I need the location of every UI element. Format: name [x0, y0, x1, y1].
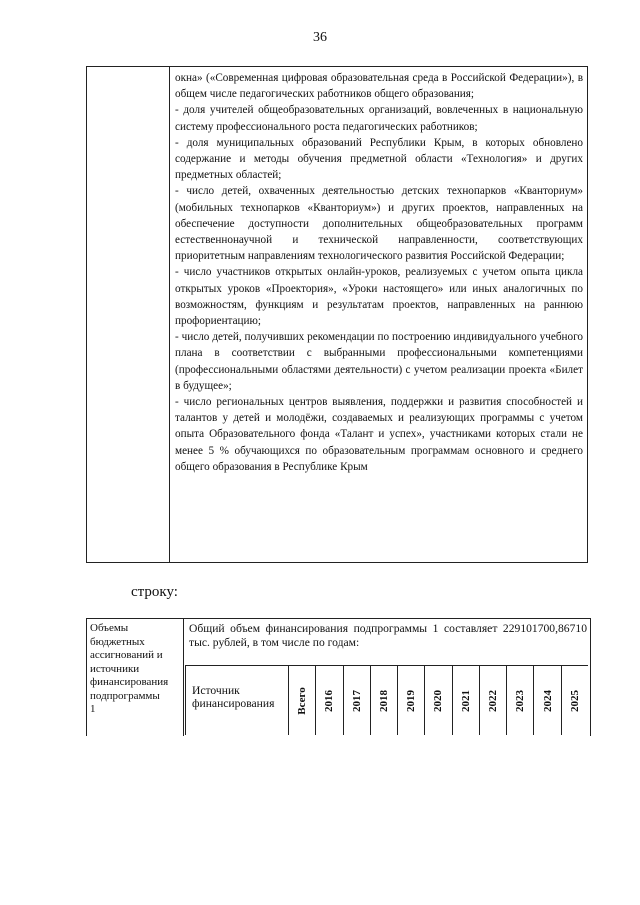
column-label: 2021: [459, 689, 472, 712]
targets-text: [175, 70, 583, 475]
label-line: финансирования: [90, 676, 169, 688]
source-header-line: Источник: [192, 684, 240, 697]
year-column-header: [453, 666, 480, 735]
criteria-item: - доля учителей общеобразовательных организаций, вовлеченных в национальную систему профессионального роста педагогических работников;: [175, 104, 583, 133]
column-label: 2017: [350, 689, 363, 712]
year-column-header: [562, 666, 588, 735]
years-header-row: [185, 665, 588, 735]
funding-summary: Общий объем финансирования подпрограммы 1 составляет 229101700,86710 тыс. рублей, в том числе по годам:: [189, 622, 587, 649]
year-column-header: [398, 666, 425, 735]
source-header-cell: [186, 666, 289, 735]
column-label: 2023: [514, 689, 527, 712]
criteria-item: - число детей, охваченных деятельностью детских технопарков «Кванториум» (мобильных технопарков «Кванториум») и других проектов, направленных на обеспечение доступности дополнительных общеобразовательных программ естественнонаучной и технической направленности, соответствующих приоритетным направлениям технологического развития Российской Федерации;: [175, 185, 583, 263]
year-column-header: [480, 666, 507, 735]
table-column-divider: [183, 619, 184, 736]
source-header-line: финансирования: [192, 697, 275, 710]
table-column-divider: [169, 67, 170, 562]
year-column-header: [289, 666, 316, 735]
label-line: бюджетных: [90, 635, 145, 648]
column-label: 2016: [323, 689, 336, 712]
label-line: источники: [90, 662, 140, 675]
page-number: 36: [313, 30, 327, 45]
label-line: подпрограммы: [90, 689, 160, 702]
year-column-header: [507, 666, 534, 735]
label-line: ассигнований и: [90, 649, 163, 661]
column-label: 2025: [568, 689, 581, 712]
column-label: 2022: [486, 689, 499, 712]
year-column-header: [425, 666, 452, 735]
criteria-item: - число детей, получивших рекомендации по построению индивидуального учебного плана в соответствии с выбранными профессиональными компетенциями (профессиональными областями деятельности) с учетом реализации проекта «Билет в будущее»;: [175, 331, 583, 392]
funding-row-label: [90, 622, 182, 717]
criteria-item: - число участников открытых онлайн-уроков, реализуемых с учетом опыта цикла открытых уроков «Проектория», «Уроки настоящего» или иных аналогичных по возможностям, функциям и результатам проектов, направленных на раннюю профориентацию;: [175, 266, 583, 328]
column-label: 2024: [541, 689, 554, 712]
column-label: 2020: [432, 689, 445, 712]
year-column-header: [344, 666, 371, 735]
targets-table: [86, 66, 588, 563]
year-column-header: [316, 666, 343, 735]
year-column-header: [534, 666, 561, 735]
label-line: Объемы: [90, 622, 129, 634]
column-label: Всего: [296, 686, 309, 715]
column-label: 2019: [405, 689, 418, 712]
criteria-item: - число региональных центров выявления, поддержки и развития способностей и талантов у детей и молодёжи, создаваемых и реализующих программы с учетом опыта Образовательного фонда «Талант и успех», участниками которых стали не менее 5 % обучающихся по образовательным программам основного и среднего общего образования в Республике Крым: [175, 396, 583, 473]
section-caption: строку:: [131, 584, 178, 600]
year-column-header: [371, 666, 398, 735]
label-line: 1: [90, 703, 96, 715]
column-label: 2018: [377, 689, 390, 712]
criteria-item: окна» («Современная цифровая образовательная среда в Российской Федерации»), в общем числе педагогических работников общего образования;: [175, 72, 583, 101]
criteria-item: - доля муниципальных образований Республики Крым, в которых обновлено содержание и методы обучения предметной области «Технология» и других предметных областей;: [175, 136, 583, 182]
